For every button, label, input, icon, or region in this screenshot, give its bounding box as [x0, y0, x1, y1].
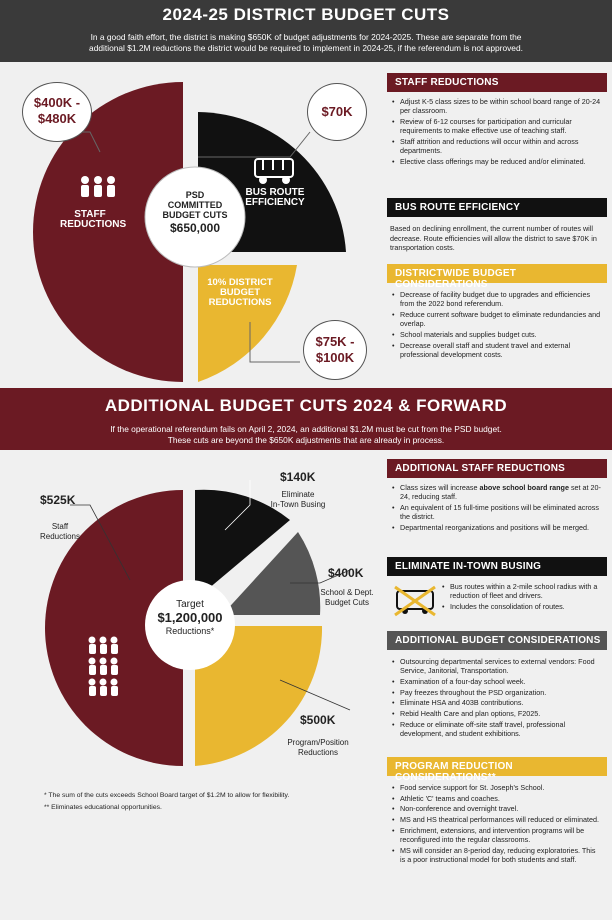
staff-reductions-header: STAFF REDUCTIONS [387, 73, 607, 92]
pie1-district-label-line1: 10% DISTRICT [207, 277, 273, 288]
crossed-bus-icon [393, 585, 439, 617]
mid-title: ADDITIONAL BUDGET CUTS 2024 & FORWARD [104, 396, 508, 415]
list-item: • Eliminate HSA and 403B contributions. [390, 698, 602, 707]
pie1-center-line2: COMMITTED [167, 200, 223, 210]
list-item: • Non-conference and overnight travel. [390, 804, 602, 813]
pie2-dept-amount: $400K [328, 566, 364, 580]
list-item: • Elective class offerings may be reduced and/or eliminated. [390, 157, 602, 166]
in-town-busing-list [440, 582, 606, 613]
list-item [390, 483, 602, 501]
in-town-busing-header: ELIMINATE IN-TOWN BUSING [387, 557, 607, 576]
pie1-staff-label-line1: STAFF [74, 209, 106, 220]
staff-people-icon [81, 176, 115, 197]
list-item: • Decrease overall staff and student travel and external professional development costs. [390, 341, 602, 359]
pie1-staff-label [60, 209, 127, 230]
list-item: • Outsourcing departmental services to external vendors: Food Service, Janitorial, Transportation. [390, 657, 602, 675]
pie1-bus-callout [307, 83, 367, 141]
pie2-bus-label [258, 490, 338, 510]
list-item: • MS and HS theatrical performances will reduced or eliminated. [390, 815, 602, 824]
list-item: • Reduce current software budget to eliminate redundancies and overlap. [390, 310, 602, 328]
bus-route-header: BUS ROUTE EFFICIENCY [387, 198, 607, 217]
list-item: • Includes the consolidation of routes. [440, 602, 606, 611]
list-item: • Athletic 'C' teams and coaches. [390, 794, 602, 803]
pie2-staff-amount: $525K [40, 493, 76, 507]
mid-subtitle-line2: These cuts are beyond the $650K adjustments that are already in process. [167, 435, 445, 445]
list-item: • Adjust K-5 class sizes to be within school board range of 20-24 per classroom. [390, 97, 602, 115]
pie1-district-amount-line1: $75K - [315, 334, 355, 349]
add-staff-item1-c: set at 20-24, reducing staff. [400, 483, 601, 502]
pie1-staff-amount-line1: $400K - [33, 95, 81, 110]
pie2-staff-label-line2: Reductions [39, 532, 81, 541]
list-item: • Reduce or eliminate off-site staff travel, professional development, and student exhibitions. [390, 720, 602, 738]
staff-reductions-list [390, 97, 602, 167]
pie1-staff-amount-line2: $480K [37, 111, 77, 126]
districtwide-header: DISTRICTWIDE BUDGET CONSIDERATIONS [387, 264, 607, 283]
pie1-staff-callout [22, 82, 92, 142]
pie1-center-total: $650,000 [169, 221, 221, 235]
list-item: • School materials and supplies budget cuts. [390, 330, 602, 339]
pie2-dept-label-line2: Budget Cuts [324, 598, 370, 607]
top-banner [0, 0, 612, 62]
bus-route-text: Based on declining enrollment, the current number of routes will decrease. Route efficiencies will allow the district to save $70K in transportation costs. [390, 224, 597, 252]
pie1-district-label-line2: BUDGET [219, 287, 261, 298]
pie1-district-label [200, 278, 280, 308]
list-item: • Decrease of facility budget due to upgrades and efficiencies from the 2022 bond referendum. [390, 290, 602, 308]
pie1-center-line3: BUDGET CUTS [162, 210, 228, 220]
list-item: • Rebid Health Care and plan options, F2025. [390, 709, 602, 718]
pie2-bus-label-line2: In-Town Busing [270, 500, 326, 509]
list-item: • MS will consider an 8-period day, reducing exploratories. This is a poor instructional model for both students and staff. [390, 846, 602, 864]
program-reduction-list [390, 783, 602, 866]
pie2-dept-label [312, 588, 382, 608]
pie2-program-label-line1: Program/Position [287, 738, 349, 747]
pie1-district-label-line3: REDUCTIONS [208, 297, 272, 308]
list-item: • Review of 6-12 courses for participation and curricular requirements to make effective use of teaching staff. [390, 117, 602, 135]
pie2-center-line3: Reductions* [165, 626, 215, 636]
top-subtitle-line1: In a good faith effort, the district is making $650K of budget adjustments for 2024-2025. These are separate from the [90, 32, 522, 42]
pie2-center-total: $1,200,000 [157, 610, 223, 625]
top-subtitle-line2: additional $1.2M reductions the district would be required to implement in 2024-25, if the referendum is not approved. [89, 43, 523, 53]
add-staff-item1-a: Class sizes will increase [400, 483, 480, 492]
pie1-district-amount-line2: $100K [315, 350, 355, 365]
pie2-bus-amount: $140K [280, 470, 316, 484]
program-reduction-header: PROGRAM REDUCTION CONSIDERATIONS** [387, 757, 607, 776]
additional-staff-header: ADDITIONAL STAFF REDUCTIONS [387, 459, 607, 478]
pie2-dept-label-line1: School & Dept. [320, 588, 374, 597]
pie2-program-label [278, 738, 358, 758]
page-title: 2024-25 DISTRICT BUDGET CUTS [162, 5, 450, 24]
additional-budget-list [390, 657, 602, 740]
additional-budget-header: ADDITIONAL BUDGET CONSIDERATIONS [387, 631, 607, 650]
pie1-bus-label-line2: EFFICIENCY [245, 197, 305, 208]
pie1-staff-label-line2: REDUCTIONS [60, 219, 127, 230]
pie2-center-label [145, 600, 235, 636]
districtwide-list [390, 290, 602, 360]
pie2-center-line1: Target [176, 599, 204, 610]
pie2-staff-people-icon [89, 637, 119, 697]
pie2-staff-label-line1: Staff [51, 522, 69, 531]
pie1-bus-label [240, 188, 310, 208]
list-item: • Bus routes within a 2-mile school radius with a reduction of fleet and drivers. [440, 582, 606, 600]
pie1-district-callout [303, 320, 367, 380]
list-item: • Food service support for St. Joseph's School. [390, 783, 602, 792]
list-item: • Examination of a four-day school week. [390, 677, 602, 686]
list-item: • Departmental reorganizations and positions will be merged. [390, 523, 602, 532]
pie1-bus-amount: $70K [321, 104, 353, 119]
mid-subtitle-line1: If the operational referendum fails on April 2, 2024, an additional $1.2M must be cut from the PSD budget. [110, 424, 502, 434]
additional-staff-list [390, 483, 602, 534]
list-item: • Enrichment, extensions, and intervention programs will be reconfigured into the regular classrooms. [390, 826, 602, 844]
list-item: • Pay freezes throughout the PSD organization. [390, 688, 602, 697]
pie2-bus-label-line1: Eliminate [281, 490, 315, 499]
pie2-program-label-line2: Reductions [297, 748, 339, 757]
pie1-bus-label-line1: BUS ROUTE [245, 187, 305, 198]
list-item: • Staff attrition and reductions will occur within and across departments. [390, 137, 602, 155]
add-staff-item1-b: above school board range [479, 483, 569, 492]
footnote-1: * The sum of the cuts exceeds School Board target of $1.2M to allow for flexibility. [44, 792, 290, 799]
footnote-2: ** Eliminates educational opportunities. [44, 804, 162, 811]
mid-banner [0, 388, 612, 450]
pie1-center-label [150, 190, 240, 233]
pie2-staff-label [30, 522, 90, 542]
list-item: • An equivalent of 15 full-time positions will be eliminated across the district. [390, 503, 602, 521]
pie1-center-line1: PSD [185, 190, 205, 200]
pie2-program-amount: $500K [300, 713, 336, 727]
